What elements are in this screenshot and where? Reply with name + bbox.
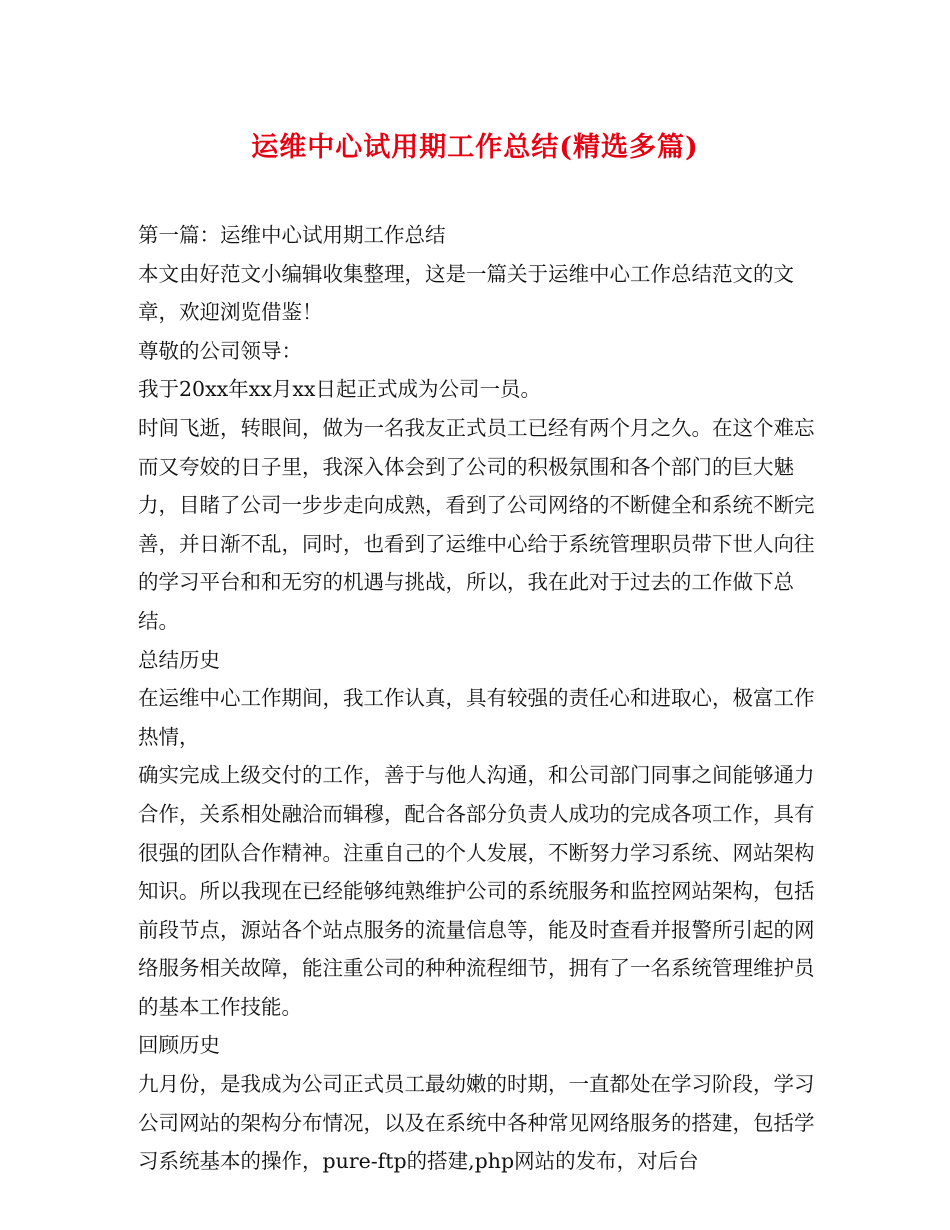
paragraph-heading-review: 回顾历史 xyxy=(138,1033,220,1058)
paragraph-intro: 本文由好范文小编辑收集整理，这是一篇关于运维中心工作总结范文的文章，欢迎浏览借鉴！ xyxy=(138,261,794,325)
paragraph-heading-summary: 总结历史 xyxy=(138,647,220,672)
paragraph-work-attitude: 在运维中心工作期间，我工作认真，具有较强的责任心和进取心，极富工作热情， xyxy=(138,686,815,749)
paragraph-heading-part-one: 第一篇：运维中心试用期工作总结 xyxy=(138,223,446,247)
paragraph-salutation: 尊敬的公司领导： xyxy=(138,338,302,363)
document-title: 运维中心试用期工作总结(精选多篇) xyxy=(251,132,699,163)
paragraph-start-date: 我于20xx年xx月xx日起正式成为公司一员。 xyxy=(138,377,541,402)
paragraph-september: 九月份，是我成为公司正式员工最幼嫩的时期，一直都处在学习阶段，学习公司网站的架构分布情况，以及在系统中各种常见网络服务的搭建，包括学习系统基本的操作，pure-ftp的搭建,php网站的发布，对后台 xyxy=(138,1072,815,1174)
paragraph-teamwork: 确实完成上级交付的工作，善于与他人沟通，和公司部门同事之间能够通力合作，关系相处融洽而辑穆，配合各部分负责人成功的完成各项工作，具有很强的团队合作精神。注重自己的个人发展，不断努力学习系统、网站架构知识。所以我现在已经能够纯熟维护公司的系统服务和监控网站架构，包括前段节点，源站各个站点服务的流量信息等，能及时查看并报警所引起的网络服务相关故障，能注重公司的种种流程细节，拥有了一名系统管理维护员的基本工作技能。 xyxy=(138,763,815,1019)
document-body xyxy=(138,216,828,1181)
paragraph-reflection: 时间飞逝，转眼间，做为一名我友正式员工已经有两个月之久。在这个难忘而又夸姣的日子里，我深入体会到了公司的积极氛围和各个部门的巨大魅力，目睹了公司一步步走向成熟，看到了公司网络的不断健全和系统不断完善，并日渐不乱，同时，也看到了运维中心给于系统管理职员带下世人向往的学习平台和和无穷的机遇与挑战，所以，我在此对于过去的工作做下总结。 xyxy=(138,415,815,633)
